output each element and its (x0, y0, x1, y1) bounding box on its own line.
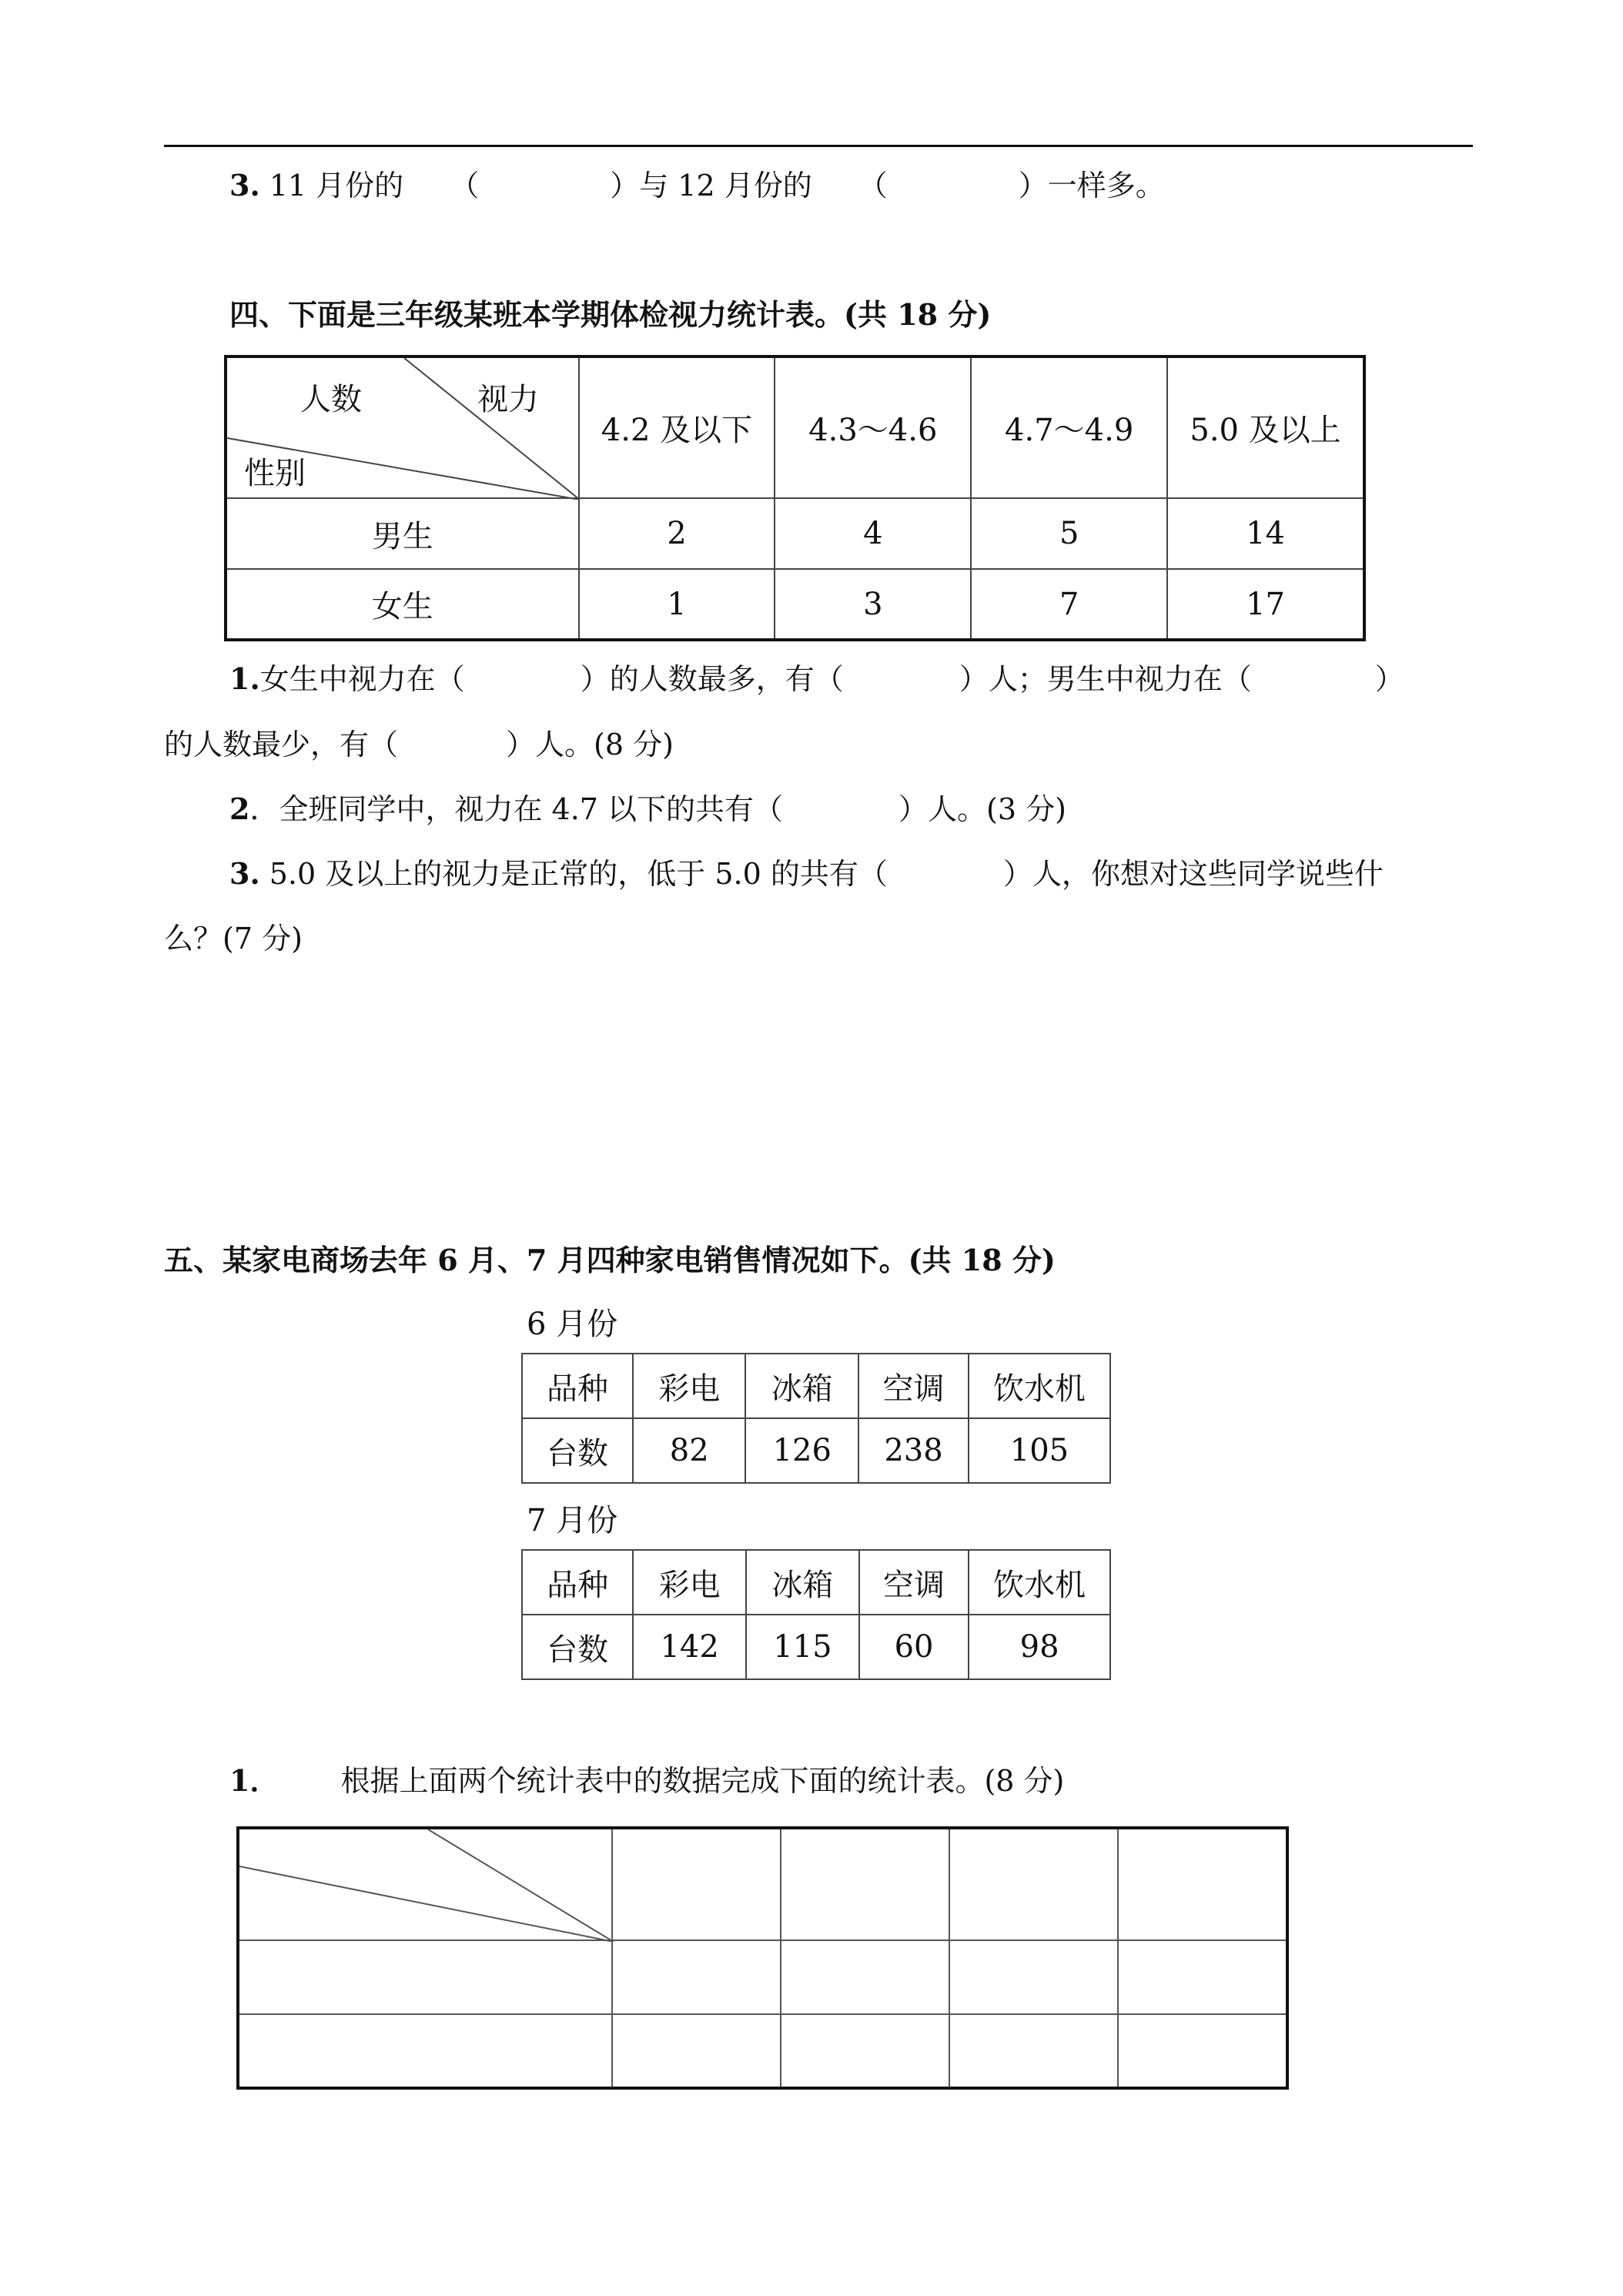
sec4-q2-num: 2 (229, 792, 250, 826)
vision-header-cell: 4.3～4.6 (775, 356, 971, 498)
sec4-q3-line2: 么？(7 分) (164, 922, 303, 956)
vision-row-boys (226, 498, 1364, 569)
question-text: ）人。(8 分) (506, 728, 674, 761)
row-label: 台数 (522, 1615, 633, 1679)
vision-row-girls (226, 569, 1364, 640)
table-cell: 82 (633, 1418, 745, 1483)
table-cell: 126 (745, 1418, 858, 1483)
vision-table (224, 355, 1366, 641)
june-data-row (522, 1418, 1110, 1483)
blank-header-row (238, 1828, 1287, 1940)
sec5-q1-line (229, 1763, 1065, 1798)
sec3-q3-text-3: ）一样多。 (1018, 169, 1165, 202)
july-data-row (522, 1615, 1110, 1679)
sec3-q3-paren-open-1: （ (450, 169, 480, 202)
row-label: 台数 (522, 1418, 633, 1483)
sec3-q3-line (229, 168, 1165, 202)
blank-cell[interactable] (781, 1940, 949, 2014)
table-cell: 17 (1167, 569, 1364, 640)
blank-cell[interactable] (1118, 2014, 1287, 2088)
table-cell: 1 (579, 569, 775, 640)
sec4-q1-line2 (164, 730, 674, 759)
vision-header-row (226, 356, 1364, 498)
row-label: 女生 (226, 569, 579, 640)
july-header-row (522, 1550, 1110, 1615)
question-text: 女生中视力在（ (259, 662, 465, 696)
blank-corner-cell[interactable] (238, 1828, 612, 1940)
table-header: 品种 (522, 1550, 633, 1615)
sec4-q1-line1 (229, 661, 1404, 696)
question-text: 根据上面两个统计表中的数据完成下面的统计表。(8 分) (340, 1764, 1065, 1798)
table-cell: 2 (579, 498, 775, 569)
table-cell: 60 (859, 1615, 969, 1679)
blank-cell[interactable] (1118, 1940, 1287, 2014)
blank-row (238, 2014, 1287, 2088)
table-cell: 105 (969, 1418, 1110, 1483)
question-text: ）人；男生中视力在（ (959, 662, 1252, 696)
table-cell: 4 (775, 498, 971, 569)
question-text: ）人，你想对这些同学说些什 (1002, 857, 1384, 891)
blank-cell[interactable] (949, 1940, 1118, 2014)
top-rule (164, 145, 1473, 147)
corner-label-gender: 性别 (244, 456, 306, 491)
table-header: 冰箱 (746, 1550, 859, 1615)
question-text: ．全班同学中，视力在 4.7 以下的共有（ (249, 792, 784, 826)
table-header: 彩电 (633, 1550, 746, 1615)
row-label: 男生 (226, 498, 579, 569)
question-text: 5.0 及以上的视力是正常的，低于 5.0 的共有（ (259, 857, 888, 891)
corner-label-vision: 视力 (477, 382, 539, 417)
blank-cell[interactable] (781, 2014, 949, 2088)
table-header: 饮水机 (969, 1354, 1110, 1418)
sec3-q3-paren-open-2: （ (858, 169, 888, 202)
blank-cell[interactable] (949, 1828, 1118, 1940)
blank-cell[interactable] (949, 2014, 1118, 2088)
corner-label-count: 人数 (300, 382, 362, 417)
question-text: ） (1374, 662, 1404, 696)
table-cell: 142 (633, 1615, 746, 1679)
sec4-heading: 四、下面是三年级某班本学期体检视力统计表。(共 18 分) (229, 297, 992, 332)
july-title: 7 月份 (527, 1503, 618, 1538)
blank-cell[interactable] (238, 2014, 612, 2088)
blank-cell[interactable] (612, 2014, 781, 2088)
june-header-row (522, 1354, 1110, 1418)
sec5-q1-num: 1． (229, 1763, 279, 1798)
sec3-q3-text-2: ）与 12 月份的 (610, 169, 812, 202)
blank-cell[interactable] (612, 1828, 781, 1940)
july-sales-table (521, 1549, 1111, 1680)
blank-cell[interactable] (1118, 1828, 1287, 1940)
table-cell: 14 (1167, 498, 1364, 569)
diagonal-lines (239, 1829, 614, 1942)
table-cell: 238 (858, 1418, 969, 1483)
table-cell: 3 (775, 569, 971, 640)
table-header: 品种 (522, 1354, 633, 1418)
table-cell: 7 (971, 569, 1167, 640)
sec4-q1-num: 1. (229, 661, 260, 696)
table-cell: 98 (969, 1615, 1110, 1679)
sec4-q2-line (229, 792, 1066, 826)
table-header: 空调 (858, 1354, 969, 1418)
sec4-q3-line1 (229, 856, 1384, 891)
question-text: 的人数最少，有（ (164, 728, 399, 761)
vision-header-cell: 5.0 及以上 (1167, 356, 1364, 498)
sec5-heading: 五、某家电商场去年 6 月、7 月四种家电销售情况如下。(共 18 分) (164, 1243, 1056, 1277)
june-sales-table (521, 1353, 1111, 1484)
blank-row (238, 1940, 1287, 2014)
blank-stat-table (236, 1826, 1289, 2090)
sec4-q3-num: 3. (229, 856, 260, 891)
table-header: 冰箱 (745, 1354, 858, 1418)
table-cell: 115 (746, 1615, 859, 1679)
blank-cell[interactable] (238, 1940, 612, 2014)
question-text: ）的人数最多，有（ (580, 662, 844, 696)
table-header: 饮水机 (969, 1550, 1110, 1615)
table-header: 空调 (859, 1550, 969, 1615)
table-header: 彩电 (633, 1354, 745, 1418)
blank-cell[interactable] (612, 1940, 781, 2014)
june-title: 6 月份 (527, 1307, 618, 1342)
sec3-q3-num: 3. (229, 168, 260, 202)
blank-cell[interactable] (781, 1828, 949, 1940)
vision-header-cell: 4.2 及以下 (579, 356, 775, 498)
vision-corner-cell (226, 356, 579, 498)
table-cell: 5 (971, 498, 1167, 569)
vision-header-cell: 4.7～4.9 (971, 356, 1167, 498)
sec3-q3-text-1: 11 月份的 (259, 169, 404, 202)
question-text: ）人。(3 分) (899, 792, 1066, 826)
